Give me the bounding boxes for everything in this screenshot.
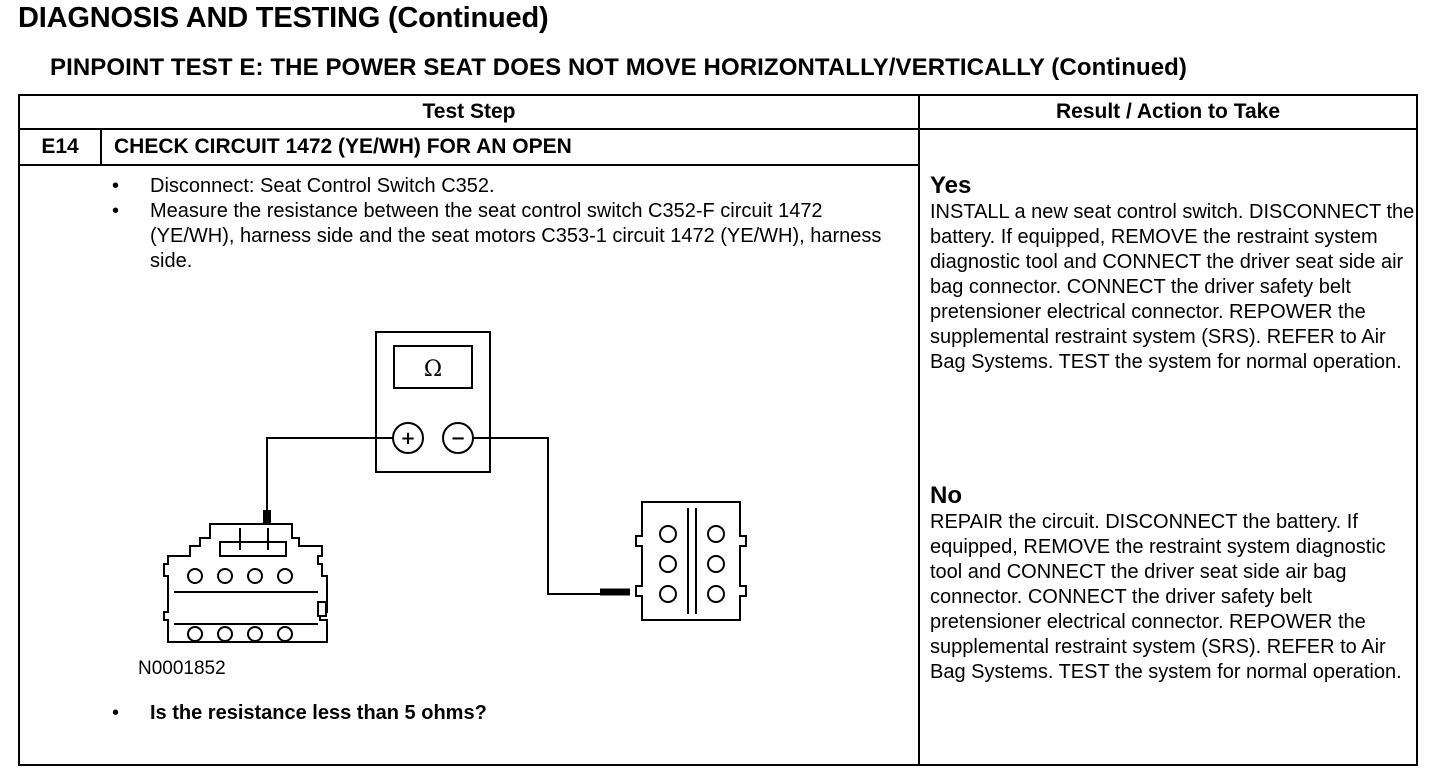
result-no-label: No [930,482,962,509]
circuit-diagram [160,324,760,654]
pinpoint-test-title: PINPOINT TEST E: THE POWER SEAT DOES NOT MOVE HORIZONTALLY/VERTICALLY (Continued) [50,54,1188,81]
ohm-symbol: Ω [423,357,443,382]
test-table [18,94,1418,766]
step-title: CHECK CIRCUIT 1472 (YE/WH) FOR AN OPEN [114,135,572,158]
bullet-dot: • [112,175,120,197]
header-test-step: Test Step [422,100,516,123]
seat-motor-connector-c353 [636,502,746,620]
instruction-text: Disconnect: Seat Control Switch C352. [150,175,495,197]
minus-sign: − [450,428,466,449]
instruction-item [112,174,912,199]
result-yes [930,172,1416,375]
header-result: Result / Action to Take [1055,100,1281,123]
ohmmeter-icon [376,332,490,472]
step-instructions [112,174,912,274]
question-text: Is the resistance less than 5 ohms? [150,702,487,724]
step-question [112,702,487,725]
step-number: E14 [41,135,79,158]
step-number-divider [100,130,102,164]
result-no-text: REPAIR the circuit. DISCONNECT the battery. If equipped, REMOVE the restraint system diagnostic tool and CONNECT the driver seat side air bag connector. CONNECT the driver safety belt pretensioner electrical connector. REPOWER the supplemental restraint system (SRS). REFER to Air Bag Systems. TEST the system for normal operation. [930,511,1402,683]
figure-id: N0001852 [138,658,226,679]
step-divider [20,164,918,166]
bullet-dot: • [112,200,120,222]
bullet-dot: • [112,702,120,724]
instruction-text: Measure the resistance between the seat control switch C352-F circuit 1472 (YE/WH), harness side and the seat motors C353-1 circuit 1472 (YE/WH), harness side. [150,200,882,272]
plus-sign: + [400,428,416,449]
page-title: DIAGNOSIS AND TESTING (Continued) [18,2,549,34]
seat-switch-connector-c352 [164,524,327,642]
result-no [930,482,1416,685]
column-divider [918,96,920,764]
instruction-item [112,199,912,274]
result-yes-label: Yes [930,172,972,199]
result-yes-text: INSTALL a new seat control switch. DISCONNECT the battery. If equipped, REMOVE the restraint system diagnostic tool and CONNECT the driver seat side air bag connector. CONNECT the driver safety belt pretensioner electrical connector. REPOWER the supplemental restraint system (SRS). REFER to Air Bag Systems. TEST the system for normal operation. [930,201,1415,373]
